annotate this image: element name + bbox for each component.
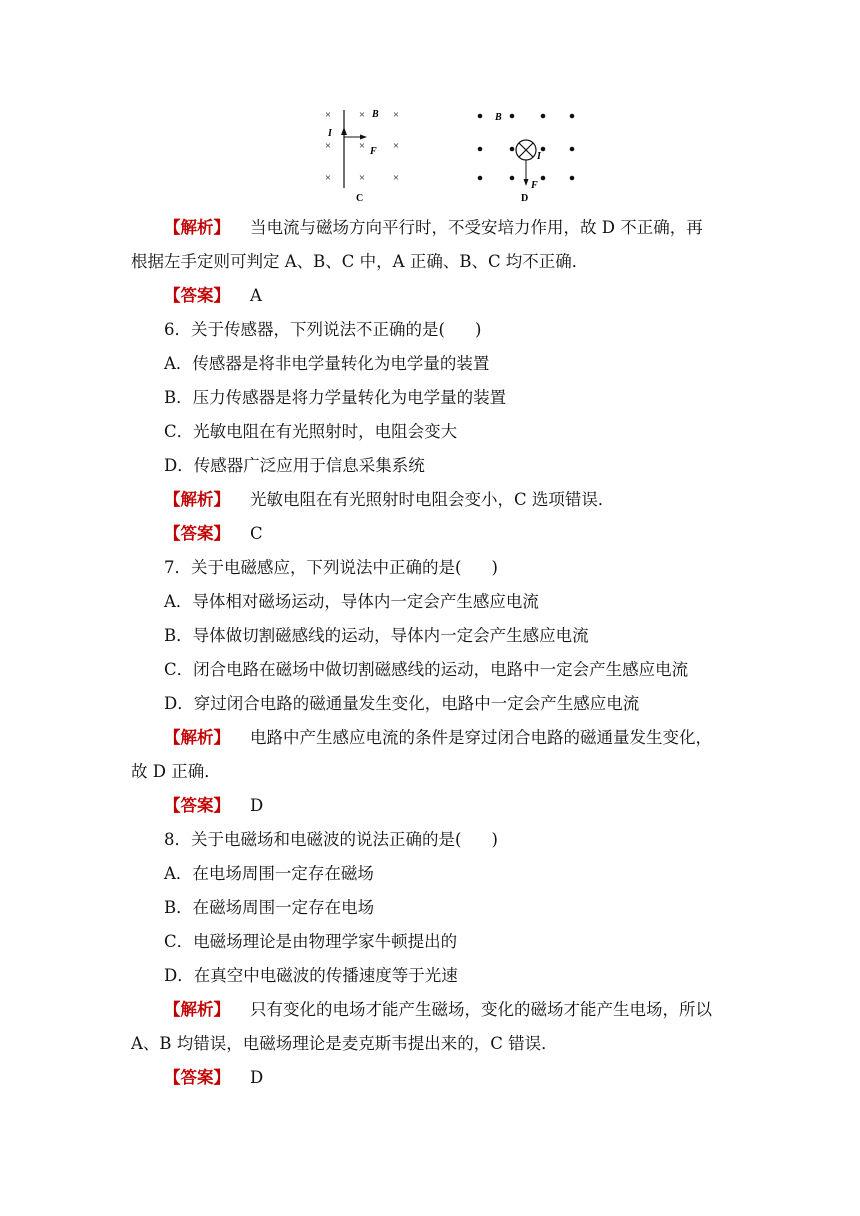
stem-close: ) <box>474 320 482 339</box>
answer-value: A <box>250 286 262 305</box>
field-dot <box>510 114 515 119</box>
field-dot <box>478 114 483 119</box>
cross-mark: × <box>392 109 400 121</box>
question-7-option-c: C．闭合电路在磁场中做切割磁感线的运动，电路中一定会产生感应电流 <box>164 660 689 679</box>
stem-text: 7．关于电磁感应，下列说法中正确的是( <box>164 558 462 577</box>
stem-close: ) <box>491 830 498 849</box>
field-dot <box>510 176 515 181</box>
analysis-text: 当电流与磁场方向平行时，不受安培力作用，故 D 不正确，再 <box>250 218 703 237</box>
figure-label: C <box>356 193 364 204</box>
question-8-option-a: A．在电场周围一定存在磁场 <box>164 864 374 883</box>
question-7-stem <box>164 556 498 580</box>
field-dot <box>478 176 483 181</box>
analysis-tag: 【解析】 <box>164 490 230 509</box>
analysis-text: 电路中产生感应电流的条件是穿过闭合电路的磁通量发生变化， <box>250 728 712 747</box>
analysis-q7-line2: 故 D 正确． <box>131 762 221 781</box>
label-i: I <box>537 151 541 162</box>
stem-close: ) <box>491 558 498 577</box>
question-6-option-c: C．光敏电阻在有光照射时，电阻会变大 <box>164 422 458 441</box>
field-dot <box>570 114 575 119</box>
cross-mark: × <box>324 172 332 184</box>
field-dot <box>570 147 575 152</box>
question-7-option-a: A．导体相对磁场运动，导体内一定会产生感应电流 <box>164 592 539 611</box>
force-arrowhead <box>360 135 367 140</box>
analysis-text: 光敏电阻在有光照射时电阻会变小，C 选项错误． <box>250 490 615 509</box>
field-dot <box>510 147 515 152</box>
question-8-option-c: C．电磁场理论是由物理学家牛顿提出的 <box>164 932 458 951</box>
question-6-stem <box>164 318 481 342</box>
cross-mark: × <box>358 140 366 152</box>
field-dot <box>541 114 546 119</box>
cross-mark: × <box>392 172 400 184</box>
answer-q7 <box>164 794 263 818</box>
answer-value: D <box>250 796 264 815</box>
label-b: B <box>495 112 502 123</box>
answer-tag: 【答案】 <box>164 524 230 543</box>
answer-q5 <box>164 284 262 308</box>
analysis-q8-line1 <box>164 998 712 1022</box>
force-arrowhead <box>524 179 529 186</box>
question-7-option-d: D．穿过闭合电路的磁通量发生变化，电路中一定会产生感应电流 <box>164 694 640 713</box>
label-b: B <box>372 109 379 120</box>
answer-q8 <box>164 1066 263 1090</box>
stem-text: 8．关于电磁场和电磁波的说法正确的是( <box>164 830 462 849</box>
analysis-tag: 【解析】 <box>164 218 230 237</box>
figure-d <box>468 100 588 214</box>
label-i: I <box>328 128 332 139</box>
analysis-tag: 【解析】 <box>164 728 230 747</box>
current-into-page-icon <box>516 140 536 160</box>
figure-c-diagram <box>318 100 418 210</box>
cross-mark: × <box>324 140 332 152</box>
field-dot <box>541 176 546 181</box>
figure-c <box>318 100 418 214</box>
answer-value: D <box>250 1068 264 1087</box>
answer-tag: 【答案】 <box>164 286 230 305</box>
analysis-q5-line2: 根据左手定则可判定 A、B、C 中，A 正确、B、C 均不正确． <box>131 252 589 271</box>
cross-mark: × <box>392 140 400 152</box>
analysis-tag: 【解析】 <box>164 1000 230 1019</box>
current-arrow <box>341 127 347 135</box>
question-7-option-b: B．导体做切割磁感线的运动，导体内一定会产生感应电流 <box>164 626 589 645</box>
analysis-q6 <box>164 488 614 512</box>
answer-tag: 【答案】 <box>164 796 230 815</box>
question-8-stem <box>164 828 498 852</box>
question-8-option-b: B．在磁场周围一定存在电场 <box>164 898 375 917</box>
cross-mark: × <box>324 109 332 121</box>
cross-mark: × <box>358 109 366 121</box>
analysis-q7-line1 <box>164 726 712 750</box>
figure-d-diagram <box>468 100 588 210</box>
analysis-q8-line2: A、B 均错误，电磁场理论是麦克斯韦提出来的，C 错误． <box>131 1034 558 1053</box>
answer-tag: 【答案】 <box>164 1068 230 1087</box>
field-dot <box>541 147 546 152</box>
question-6-option-d: D．传感器广泛应用于信息采集系统 <box>164 456 425 475</box>
analysis-q5-line1 <box>164 216 703 240</box>
field-dot <box>570 176 575 181</box>
question-6-option-a: A．传感器是将非电学量转化为电学量的装置 <box>164 354 490 373</box>
label-f: F <box>370 146 377 157</box>
answer-value: C <box>250 524 263 543</box>
cross-mark: × <box>358 172 366 184</box>
analysis-text: 只有变化的电场才能产生磁场，变化的磁场才能产生电场，所以 <box>250 1000 712 1019</box>
field-dot <box>478 147 483 152</box>
answer-q6 <box>164 522 263 546</box>
question-6-option-b: B．压力传感器是将力学量转化为电学量的装置 <box>164 388 507 407</box>
stem-text: 6．关于传感器，下列说法不正确的是( <box>164 320 445 339</box>
label-f: F <box>531 180 538 191</box>
question-8-option-d: D．在真空中电磁波的传播速度等于光速 <box>164 966 458 985</box>
figure-label: D <box>521 193 529 204</box>
